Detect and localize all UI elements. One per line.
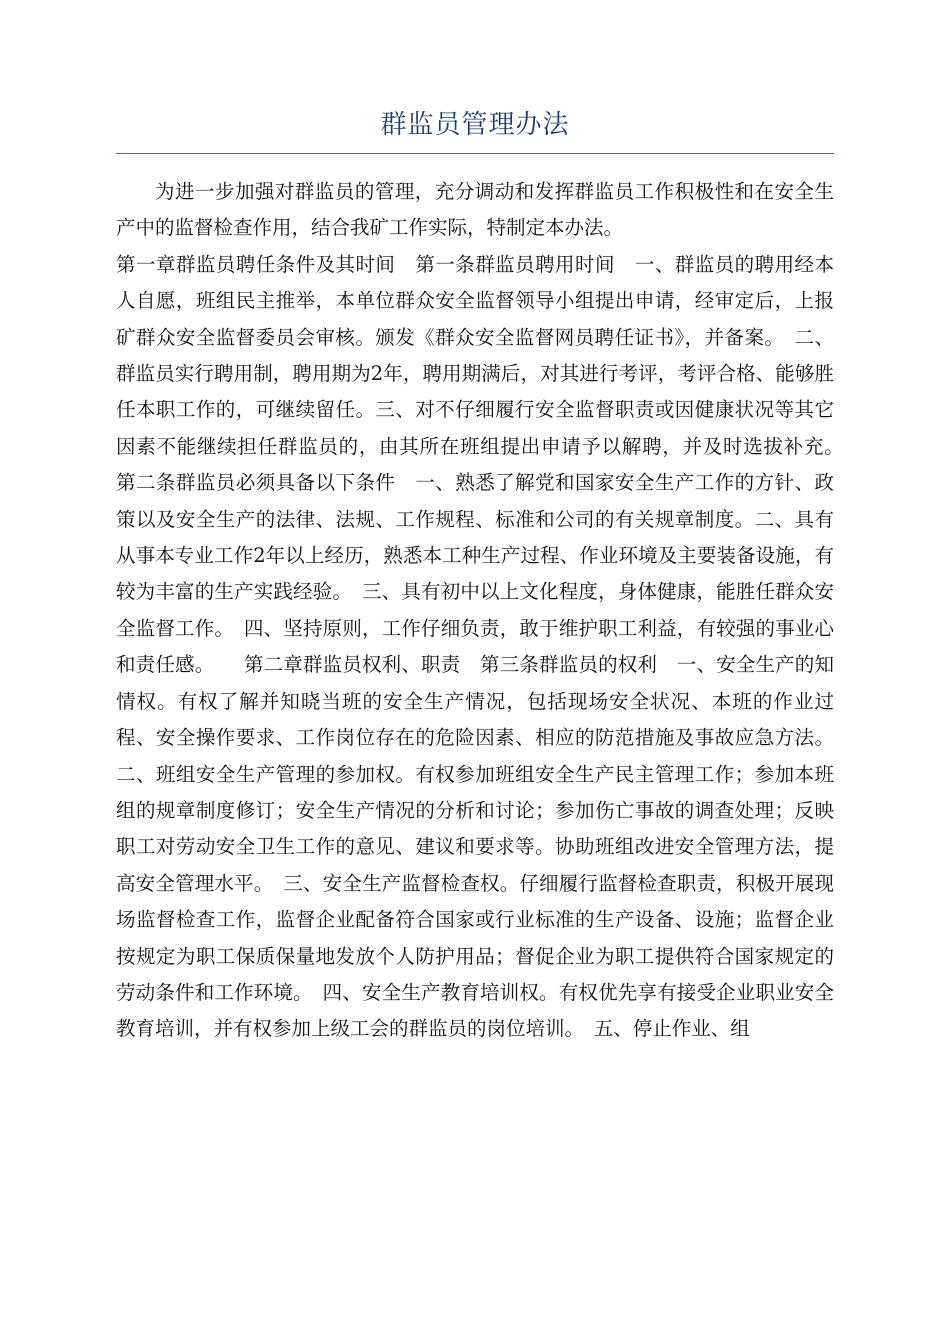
chapter-paragraph: 第一章群监员聘任条件及其时间 第一条群监员聘用时间 一、群监员的聘用经本人自愿，班组民主推举，本单位群众安全监督领导小组提出申请，经审定后，上报矿群众安全监督委员会审核。颁发《群众安全监督网员聘任证书》，并备案。 二、群监员实行聘用制，聘用期为2年，聘用期满后，对其进行考评，考评合格、能够胜任本职工作的，可继续留任。三、对不仔细履行安全监督职责或因健康状况等其它因素不能继续担任群监员的，由其所在班组提出申请予以解聘，并及时选拔补充。 第二条群监员必须具备以下条件 一、熟悉了解党和国家安全生产工作的方针、政策以及安全生产的法律、法规、工作规程、标准和公司的有关规章制度。二、具有从事本专业工作2年以上经历，熟悉本工种生产过程、作业环境及主要装备设施，有较为丰富的生产实践经验。 三、具有初中以上文化程度，身体健康，能胜任群众安全监督工作。 四、坚持原则，工作仔细负责，敢于维护职工利益，有较强的事业心和责任感。 第二章群监员权利、职责 第三条群监员的权利 一、安全生产的知情权。有权了解并知晓当班的安全生产情况，包括现场安全状况、本班的作业过程、安全操作要求、工作岗位存在的危险因素、相应的防范措施及事故应急方法。二、班组安全生产管理的参加权。有权参加班组安全生产民主管理工作；参加本班组的规章制度修订；安全生产情况的分析和讨论；参加伤亡事故的调查处理；反映职工对劳动安全卫生工作的意见、建议和要求等。协助班组改进安全管理方法，提高安全管理水平。 三、安全生产监督检查权。仔细履行监督检查职责，积极开展现场监督检查工作，监督企业配备符合国家或行业标准的生产设备、设施；监督企业按规定为职工保质保量地发放个人防护用品；督促企业为职工提供符合国家规定的劳动条件和工作环境。 四、安全生产教育培训权。有权优先享有接受企业职业安全教育培训，并有权参加上级工会的群监员的岗位培训。 五、停止作业、组 — [116, 252, 854, 1041]
intro-paragraph: 为进一步加强对群监员的管理，充分调动和发挥群监员工作积极性和在安全生产中的监督检查作用，结合我矿工作实际，特制定本办法。 — [116, 180, 834, 240]
document-body — [116, 174, 854, 1048]
document-title: 群监员管理办法 — [380, 110, 570, 140]
title-underline — [116, 153, 834, 154]
